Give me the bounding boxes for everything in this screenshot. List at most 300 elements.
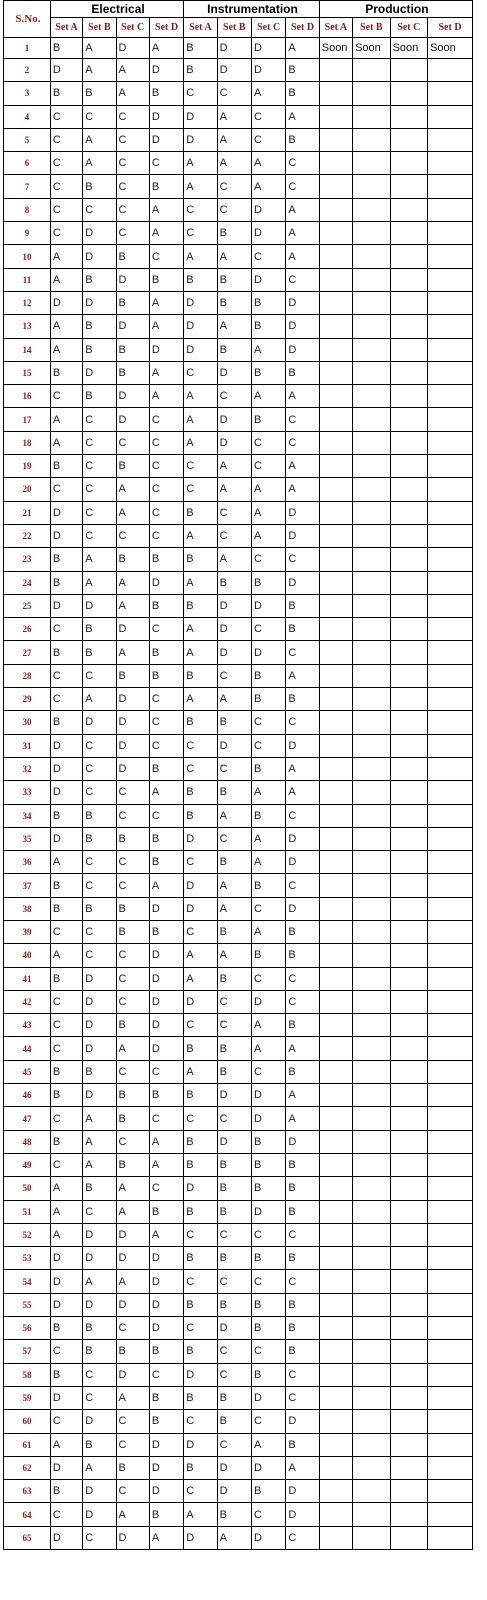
production-set-c-answer xyxy=(390,1037,428,1060)
table-row xyxy=(4,1223,473,1246)
production-set-a-answer xyxy=(319,128,352,151)
electrical-set-d-answer: B xyxy=(149,641,183,664)
table-row xyxy=(4,757,473,780)
production-set-d-answer xyxy=(428,1200,473,1223)
electrical-set-b-answer: B xyxy=(83,1433,116,1456)
electrical-set-a-answer: A xyxy=(50,315,82,338)
electrical-set-d-answer: D xyxy=(149,1014,183,1037)
production-set-d-answer xyxy=(428,944,473,967)
electrical-set-c-answer: A xyxy=(116,59,149,82)
electrical-set-b-answer: D xyxy=(83,990,116,1013)
instrumentation-set-d-answer: A xyxy=(286,1037,319,1060)
instrumentation-set-c-answer: C xyxy=(251,245,285,268)
table-row xyxy=(4,291,473,314)
production-set-c-answer xyxy=(390,152,428,175)
electrical-set-a-answer: B xyxy=(50,548,82,571)
instrumentation-set-c-answer: B xyxy=(251,408,285,431)
production-set-a-answer xyxy=(319,524,352,547)
production-set-b-answer xyxy=(353,944,391,967)
instrumentation-set-d-answer: D xyxy=(286,1480,319,1503)
production-set-a-answer xyxy=(319,291,352,314)
instrumentation-set-d-answer: C xyxy=(286,1223,319,1246)
instrumentation-set-a-answer: D xyxy=(184,1433,217,1456)
production-set-d-answer xyxy=(428,781,473,804)
electrical-set-b-answer: A xyxy=(83,59,116,82)
electrical-set-b-answer: B xyxy=(83,385,116,408)
electrical-set-c-answer: C xyxy=(116,1480,149,1503)
instrumentation-set-d-answer: A xyxy=(286,455,319,478)
instrumentation-set-d-answer: D xyxy=(286,827,319,850)
electrical-set-d-answer: C xyxy=(149,1060,183,1083)
electrical-set-c-answer: D xyxy=(116,268,149,291)
instrumentation-set-b-answer: D xyxy=(217,594,251,617)
instrumentation-set-a-answer: C xyxy=(184,851,217,874)
electrical-set-c-answer: B xyxy=(116,245,149,268)
production-set-a-answer xyxy=(319,1177,352,1200)
electrical-set-d-answer: C xyxy=(149,711,183,734)
answer-rows xyxy=(4,38,473,1550)
electrical-set-c-answer: C xyxy=(116,198,149,221)
production-set-a-answer xyxy=(319,571,352,594)
electrical-set-a-answer: C xyxy=(50,1153,82,1176)
table-row xyxy=(4,105,473,128)
production-set-c-answer xyxy=(390,361,428,384)
electrical-set-c-answer: B xyxy=(116,1153,149,1176)
instrumentation-set-b-answer: A xyxy=(217,478,251,501)
production-set-c-answer xyxy=(390,222,428,245)
table-row xyxy=(4,1480,473,1503)
electrical-set-b-answer: C xyxy=(83,1363,116,1386)
production-set-a-answer xyxy=(319,990,352,1013)
production-set-a-answer xyxy=(319,897,352,920)
electrical-set-b-answer: D xyxy=(83,1247,116,1270)
instrumentation-set-b-answer: B xyxy=(217,222,251,245)
instrumentation-set-d-answer: A xyxy=(286,385,319,408)
table-row xyxy=(4,82,473,105)
production-set-a-answer xyxy=(319,361,352,384)
instrumentation-set-c-answer: C xyxy=(251,455,285,478)
row-number: 31 xyxy=(4,734,51,757)
electrical-set-b-answer: A xyxy=(83,1456,116,1479)
electrical-set-b-answer: C xyxy=(83,920,116,943)
table-row xyxy=(4,268,473,291)
instrumentation-set-a-answer: D xyxy=(184,897,217,920)
electrical-set-c-answer: C xyxy=(116,1060,149,1083)
instrumentation-set-c-answer: C xyxy=(251,128,285,151)
instrumentation-set-d-answer: C xyxy=(286,1363,319,1386)
table-row xyxy=(4,1270,473,1293)
instrumentation-set-c-answer: D xyxy=(251,1456,285,1479)
instrumentation-set-c-answer: D xyxy=(251,1107,285,1130)
electrical-set-a-answer: C xyxy=(50,1340,82,1363)
row-number: 14 xyxy=(4,338,51,361)
electrical-set-d-answer: D xyxy=(149,897,183,920)
table-row xyxy=(4,990,473,1013)
production-set-b-answer xyxy=(353,1433,391,1456)
electrical-set-d-answer: B xyxy=(149,82,183,105)
production-set-c-answer xyxy=(390,268,428,291)
production-set-b-answer xyxy=(353,990,391,1013)
production-set-d-answer xyxy=(428,82,473,105)
table-row xyxy=(4,548,473,571)
production-set-a-answer xyxy=(319,781,352,804)
production-set-b-answer xyxy=(353,1107,391,1130)
production-set-a-answer xyxy=(319,1060,352,1083)
production-set-c-answer xyxy=(390,455,428,478)
electrical-set-c-answer: A xyxy=(116,1177,149,1200)
production-set-c-answer xyxy=(390,664,428,687)
row-number: 3 xyxy=(4,82,51,105)
production-set-a-answer xyxy=(319,1200,352,1223)
instrumentation-set-a-answer: A xyxy=(184,641,217,664)
instrumentation-set-c-answer: B xyxy=(251,1363,285,1386)
instrumentation-set-d-answer: C xyxy=(286,175,319,198)
table-row xyxy=(4,338,473,361)
production-set-a-answer xyxy=(319,944,352,967)
electrical-set-a-answer: A xyxy=(50,431,82,454)
electrical-set-d-answer: B xyxy=(149,1410,183,1433)
production-set-b-answer xyxy=(353,874,391,897)
electrical-set-b-answer: C xyxy=(83,1386,116,1409)
instrumentation-set-a-answer: D xyxy=(184,105,217,128)
electrical-set-a-answer: B xyxy=(50,82,82,105)
instrumentation-set-b-answer: A xyxy=(217,455,251,478)
group-header-electrical: Electrical xyxy=(50,1,183,18)
electrical-set-b-answer: C xyxy=(83,1200,116,1223)
instrumentation-set-b-answer: C xyxy=(217,1223,251,1246)
production-set-d-answer xyxy=(428,1177,473,1200)
set-header-production-b: Set B xyxy=(353,18,391,38)
instrumentation-set-c-answer: B xyxy=(251,664,285,687)
electrical-set-d-answer: B xyxy=(149,1084,183,1107)
row-number: 59 xyxy=(4,1386,51,1409)
electrical-set-c-answer: C xyxy=(116,524,149,547)
instrumentation-set-c-answer: A xyxy=(251,827,285,850)
instrumentation-set-d-answer: A xyxy=(286,781,319,804)
production-set-b-answer xyxy=(353,1386,391,1409)
electrical-set-c-answer: C xyxy=(116,1317,149,1340)
production-set-d-answer xyxy=(428,1107,473,1130)
row-number: 53 xyxy=(4,1247,51,1270)
instrumentation-set-d-answer: C xyxy=(286,1270,319,1293)
production-set-c-answer xyxy=(390,851,428,874)
instrumentation-set-b-answer: B xyxy=(217,920,251,943)
row-number: 13 xyxy=(4,315,51,338)
electrical-set-d-answer: C xyxy=(149,245,183,268)
table-row xyxy=(4,688,473,711)
electrical-set-b-answer: B xyxy=(83,1177,116,1200)
electrical-set-b-answer: A xyxy=(83,1107,116,1130)
instrumentation-set-a-answer: A xyxy=(184,571,217,594)
electrical-set-a-answer: D xyxy=(50,1386,82,1409)
electrical-set-d-answer: D xyxy=(149,1037,183,1060)
electrical-set-b-answer: C xyxy=(83,455,116,478)
production-set-b-answer xyxy=(353,688,391,711)
production-set-a-answer xyxy=(319,245,352,268)
electrical-set-c-answer: C xyxy=(116,152,149,175)
electrical-set-a-answer: D xyxy=(50,594,82,617)
production-set-b-answer xyxy=(353,431,391,454)
table-row xyxy=(4,455,473,478)
electrical-set-d-answer: C xyxy=(149,478,183,501)
instrumentation-set-d-answer: B xyxy=(286,944,319,967)
production-set-c-answer xyxy=(390,944,428,967)
production-set-c-answer xyxy=(390,431,428,454)
row-number: 35 xyxy=(4,827,51,850)
set-header-production-d: Set D xyxy=(428,18,473,38)
row-number: 24 xyxy=(4,571,51,594)
instrumentation-set-b-answer: B xyxy=(217,711,251,734)
production-set-b-answer xyxy=(353,128,391,151)
production-set-a-answer xyxy=(319,688,352,711)
production-set-c-answer xyxy=(390,1084,428,1107)
row-number: 45 xyxy=(4,1060,51,1083)
instrumentation-set-c-answer: B xyxy=(251,804,285,827)
production-set-a-answer xyxy=(319,1340,352,1363)
production-set-d-answer xyxy=(428,874,473,897)
instrumentation-set-b-answer: D xyxy=(217,641,251,664)
production-set-b-answer xyxy=(353,1410,391,1433)
instrumentation-set-c-answer: A xyxy=(251,851,285,874)
instrumentation-set-d-answer: A xyxy=(286,1456,319,1479)
production-set-a-answer xyxy=(319,874,352,897)
production-set-c-answer xyxy=(390,198,428,221)
row-number: 6 xyxy=(4,152,51,175)
electrical-set-c-answer: C xyxy=(116,874,149,897)
electrical-set-c-answer: C xyxy=(116,1410,149,1433)
row-number: 60 xyxy=(4,1410,51,1433)
electrical-set-c-answer: C xyxy=(116,431,149,454)
instrumentation-set-a-answer: D xyxy=(184,315,217,338)
production-set-b-answer xyxy=(353,152,391,175)
instrumentation-set-b-answer: C xyxy=(217,827,251,850)
production-set-c-answer xyxy=(390,128,428,151)
production-set-a-answer xyxy=(319,1084,352,1107)
instrumentation-set-a-answer: B xyxy=(184,664,217,687)
instrumentation-set-b-answer: B xyxy=(217,1177,251,1200)
electrical-set-a-answer: B xyxy=(50,874,82,897)
instrumentation-set-d-answer: B xyxy=(286,1153,319,1176)
instrumentation-set-d-answer: B xyxy=(286,1293,319,1316)
row-number: 33 xyxy=(4,781,51,804)
electrical-set-d-answer: D xyxy=(149,1433,183,1456)
production-set-b-answer xyxy=(353,618,391,641)
electrical-set-a-answer: A xyxy=(50,851,82,874)
instrumentation-set-c-answer: D xyxy=(251,1386,285,1409)
production-set-d-answer xyxy=(428,1084,473,1107)
instrumentation-set-c-answer: D xyxy=(251,268,285,291)
instrumentation-set-c-answer: B xyxy=(251,361,285,384)
instrumentation-set-d-answer: C xyxy=(286,804,319,827)
electrical-set-b-answer: C xyxy=(83,408,116,431)
table-row xyxy=(4,571,473,594)
production-set-a-answer xyxy=(319,1503,352,1526)
production-set-d-answer xyxy=(428,664,473,687)
row-number: 1 xyxy=(4,38,51,59)
group-header-row xyxy=(4,1,473,18)
instrumentation-set-b-answer: A xyxy=(217,944,251,967)
electrical-set-c-answer: C xyxy=(116,1433,149,1456)
production-set-d-answer xyxy=(428,1270,473,1293)
production-set-c-answer xyxy=(390,1247,428,1270)
row-number: 23 xyxy=(4,548,51,571)
production-set-c-answer xyxy=(390,571,428,594)
production-set-b-answer xyxy=(353,1200,391,1223)
instrumentation-set-d-answer: B xyxy=(286,1317,319,1340)
production-set-a-answer xyxy=(319,1526,352,1549)
production-set-b-answer xyxy=(353,315,391,338)
row-number: 34 xyxy=(4,804,51,827)
instrumentation-set-a-answer: C xyxy=(184,1107,217,1130)
electrical-set-a-answer: B xyxy=(50,361,82,384)
production-set-d-answer xyxy=(428,1410,473,1433)
production-set-a-answer xyxy=(319,478,352,501)
production-set-d-answer xyxy=(428,385,473,408)
instrumentation-set-a-answer: C xyxy=(184,478,217,501)
row-number: 2 xyxy=(4,59,51,82)
instrumentation-set-c-answer: B xyxy=(251,1177,285,1200)
instrumentation-set-c-answer: C xyxy=(251,1410,285,1433)
instrumentation-set-a-answer: C xyxy=(184,455,217,478)
instrumentation-set-a-answer: A xyxy=(184,688,217,711)
production-set-d-answer xyxy=(428,59,473,82)
electrical-set-c-answer: C xyxy=(116,222,149,245)
production-set-c-answer xyxy=(390,827,428,850)
instrumentation-set-a-answer: D xyxy=(184,827,217,850)
production-set-c-answer xyxy=(390,291,428,314)
group-header-instrumentation: Instrumentation xyxy=(184,1,319,18)
production-set-d-answer xyxy=(428,711,473,734)
production-set-b-answer xyxy=(353,1456,391,1479)
production-set-c-answer xyxy=(390,897,428,920)
set-header-electrical-a: Set A xyxy=(50,18,82,38)
electrical-set-c-answer: D xyxy=(116,408,149,431)
instrumentation-set-c-answer: A xyxy=(251,1014,285,1037)
row-number: 7 xyxy=(4,175,51,198)
instrumentation-set-c-answer: C xyxy=(251,711,285,734)
production-set-d-answer xyxy=(428,594,473,617)
table-row xyxy=(4,1107,473,1130)
production-set-d-answer: Soon xyxy=(428,38,473,59)
production-set-c-answer xyxy=(390,781,428,804)
row-number: 32 xyxy=(4,757,51,780)
table-row xyxy=(4,874,473,897)
instrumentation-set-c-answer: D xyxy=(251,1200,285,1223)
production-set-c-answer xyxy=(390,1200,428,1223)
production-set-b-answer xyxy=(353,548,391,571)
electrical-set-b-answer: B xyxy=(83,1060,116,1083)
production-set-d-answer xyxy=(428,851,473,874)
electrical-set-c-answer: C xyxy=(116,990,149,1013)
electrical-set-c-answer: C xyxy=(116,967,149,990)
electrical-set-b-answer: D xyxy=(83,361,116,384)
instrumentation-set-c-answer: A xyxy=(251,501,285,524)
instrumentation-set-b-answer: D xyxy=(217,38,251,59)
electrical-set-c-answer: B xyxy=(116,361,149,384)
electrical-set-a-answer: B xyxy=(50,455,82,478)
row-number: 19 xyxy=(4,455,51,478)
instrumentation-set-b-answer: D xyxy=(217,1317,251,1340)
production-set-a-answer xyxy=(319,1270,352,1293)
electrical-set-d-answer: B xyxy=(149,594,183,617)
electrical-set-d-answer: C xyxy=(149,1107,183,1130)
instrumentation-set-d-answer: C xyxy=(286,711,319,734)
row-number: 18 xyxy=(4,431,51,454)
production-set-d-answer xyxy=(428,1340,473,1363)
instrumentation-set-a-answer: B xyxy=(184,59,217,82)
production-set-c-answer xyxy=(390,105,428,128)
production-set-a-answer xyxy=(319,548,352,571)
production-set-a-answer: Soon xyxy=(319,38,352,59)
electrical-set-d-answer: C xyxy=(149,618,183,641)
production-set-b-answer xyxy=(353,222,391,245)
electrical-set-a-answer: B xyxy=(50,38,82,59)
instrumentation-set-c-answer: D xyxy=(251,59,285,82)
instrumentation-set-d-answer: D xyxy=(286,501,319,524)
instrumentation-set-b-answer: A xyxy=(217,897,251,920)
production-set-b-answer xyxy=(353,781,391,804)
production-set-c-answer xyxy=(390,408,428,431)
electrical-set-d-answer: A xyxy=(149,874,183,897)
production-set-c-answer xyxy=(390,1386,428,1409)
production-set-d-answer xyxy=(428,152,473,175)
instrumentation-set-c-answer: B xyxy=(251,1317,285,1340)
production-set-a-answer xyxy=(319,59,352,82)
instrumentation-set-b-answer: C xyxy=(217,990,251,1013)
production-set-d-answer xyxy=(428,1433,473,1456)
instrumentation-set-d-answer: B xyxy=(286,82,319,105)
table-row xyxy=(4,385,473,408)
row-number: 38 xyxy=(4,897,51,920)
instrumentation-set-b-answer: C xyxy=(217,385,251,408)
instrumentation-set-c-answer: B xyxy=(251,1153,285,1176)
electrical-set-d-answer: A xyxy=(149,1130,183,1153)
electrical-set-d-answer: A xyxy=(149,385,183,408)
instrumentation-set-c-answer: A xyxy=(251,1433,285,1456)
instrumentation-set-c-answer: B xyxy=(251,688,285,711)
row-number: 16 xyxy=(4,385,51,408)
table-row xyxy=(4,59,473,82)
production-set-a-answer xyxy=(319,82,352,105)
table-row xyxy=(4,1084,473,1107)
production-set-d-answer xyxy=(428,105,473,128)
production-set-a-answer xyxy=(319,385,352,408)
row-number: 9 xyxy=(4,222,51,245)
instrumentation-set-c-answer: A xyxy=(251,920,285,943)
instrumentation-set-d-answer: A xyxy=(286,38,319,59)
electrical-set-d-answer: B xyxy=(149,1340,183,1363)
row-number: 15 xyxy=(4,361,51,384)
instrumentation-set-d-answer: B xyxy=(286,1014,319,1037)
electrical-set-c-answer: B xyxy=(116,827,149,850)
instrumentation-set-b-answer: B xyxy=(217,967,251,990)
production-set-a-answer xyxy=(319,1433,352,1456)
electrical-set-a-answer: A xyxy=(50,268,82,291)
electrical-set-a-answer: C xyxy=(50,920,82,943)
electrical-set-a-answer: A xyxy=(50,1223,82,1246)
electrical-set-a-answer: A xyxy=(50,408,82,431)
table-row xyxy=(4,1153,473,1176)
electrical-set-c-answer: C xyxy=(116,944,149,967)
instrumentation-set-d-answer: A xyxy=(286,1084,319,1107)
production-set-d-answer xyxy=(428,1293,473,1316)
electrical-set-c-answer: D xyxy=(116,757,149,780)
electrical-set-b-answer: B xyxy=(83,897,116,920)
instrumentation-set-d-answer: D xyxy=(286,1130,319,1153)
instrumentation-set-d-answer: C xyxy=(286,152,319,175)
instrumentation-set-a-answer: B xyxy=(184,1153,217,1176)
instrumentation-set-d-answer: C xyxy=(286,874,319,897)
